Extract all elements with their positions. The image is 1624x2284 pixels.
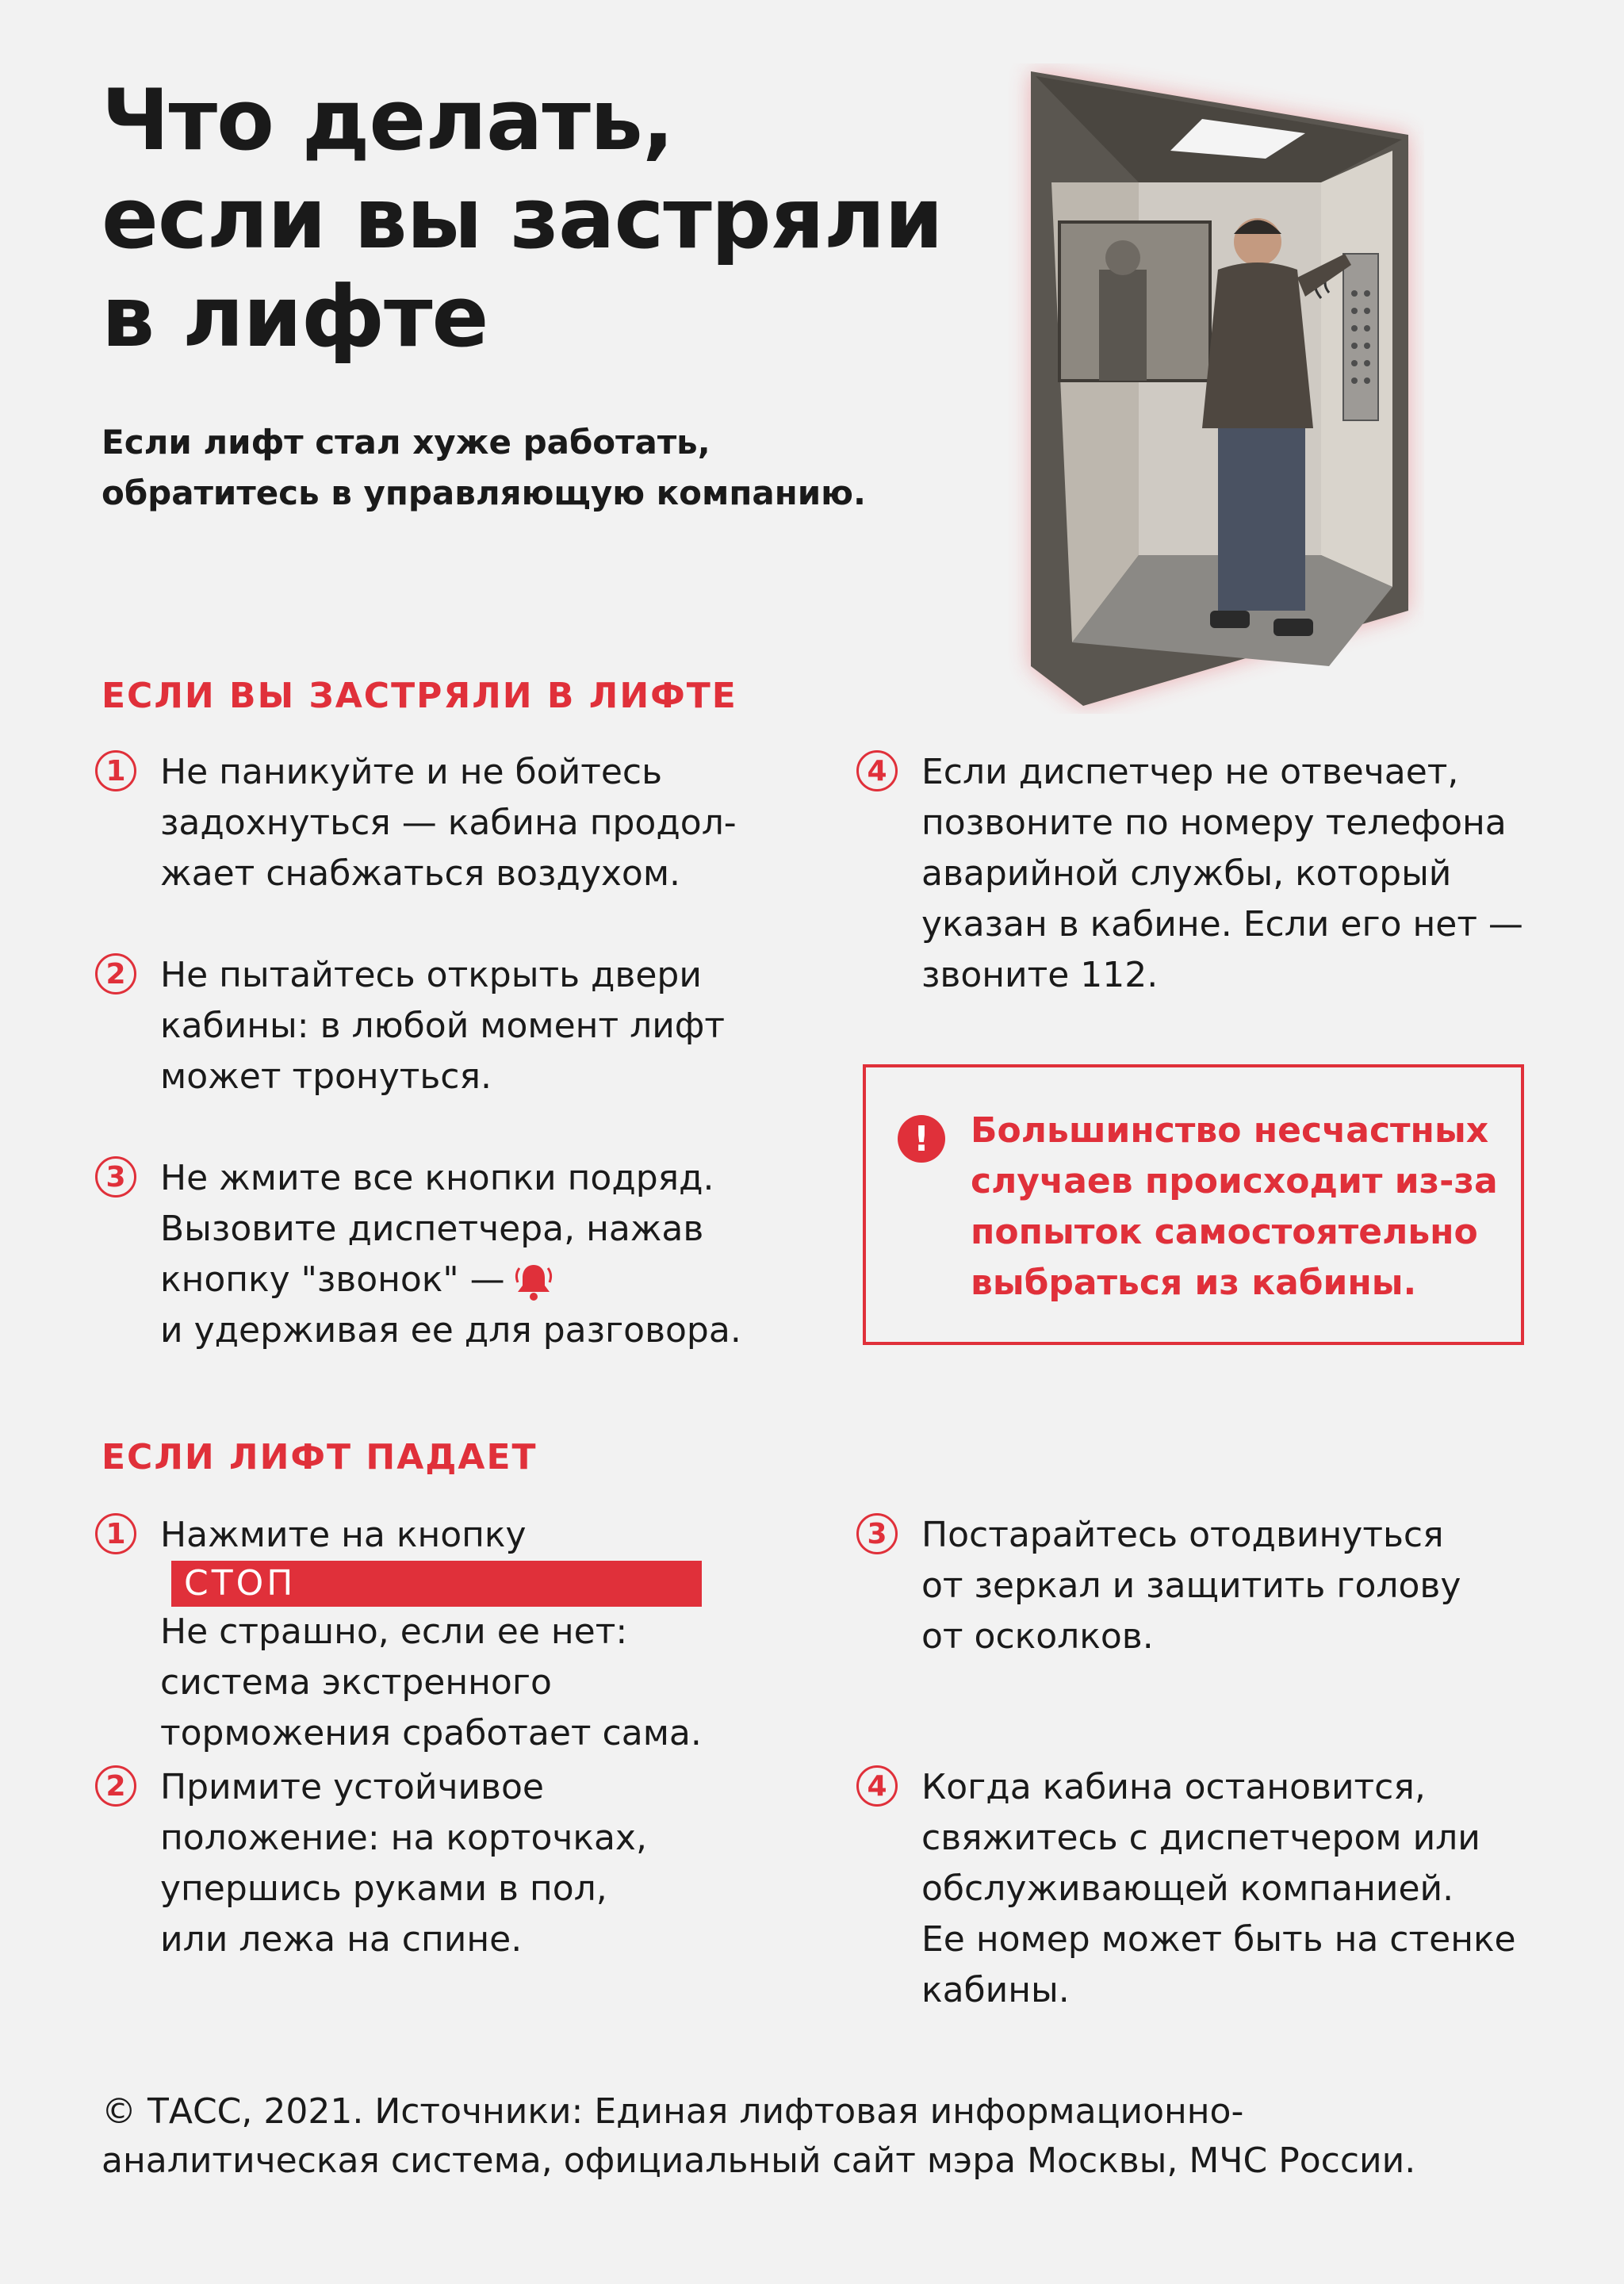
number-badge: 1 <box>95 750 136 791</box>
item-line: положение: на корточках, <box>160 1818 647 1858</box>
item-line: упершись руками в пол, <box>160 1868 607 1909</box>
item-line: или лежа на спине. <box>160 1919 523 1960</box>
section-heading-falling: ЕСЛИ ЛИФТ ПАДАЕТ <box>102 1437 538 1477</box>
warning-text <box>971 1106 1498 1309</box>
warning-line: случаев происходит из-за <box>971 1161 1498 1201</box>
item-line: Примите устойчивое <box>160 1767 544 1807</box>
item-line: жает снабжаться воздухом. <box>160 853 681 894</box>
item-line: и удерживая ее для разговора. <box>160 1310 741 1351</box>
item-line: позвоните по номеру телефона <box>921 803 1507 843</box>
item-line: обслуживающей компанией. <box>921 1868 1454 1909</box>
warning-box <box>863 1064 1524 1345</box>
item-line: Не паникуйте и не бойтесь <box>160 752 663 792</box>
item-line: Не страшно, если ее нет: <box>160 1611 628 1652</box>
warning-line: Большинство несчастных <box>971 1110 1489 1151</box>
bell-icon <box>515 1260 553 1303</box>
item-line-with-stop <box>160 1510 702 1607</box>
item-line-with-bell <box>160 1255 741 1305</box>
item-line: от зеркал и защитить голову <box>921 1565 1461 1606</box>
elevator-illustration <box>980 63 1424 714</box>
subtitle-line-2: обратитесь в управляющую компанию. <box>102 473 866 512</box>
item-line: свяжитесь с диспетчером или <box>921 1818 1480 1858</box>
item-line: Не пытайтесь открыть двери <box>160 955 702 995</box>
item-line: от осколков. <box>921 1616 1154 1657</box>
item-line: Вызовите диспетчера, нажав <box>160 1209 704 1249</box>
subtitle-line-1: Если лифт стал хуже работать, <box>102 423 710 462</box>
number-badge: 4 <box>856 750 898 791</box>
item-line: Когда кабина остановится, <box>921 1767 1426 1807</box>
item-line: может тронуться. <box>160 1056 492 1097</box>
number-badge: 4 <box>856 1765 898 1807</box>
item-line: Нажмите на кнопку <box>160 1515 527 1555</box>
item-line: торможения сработает сама. <box>160 1713 702 1753</box>
footer-line: © ТАСС, 2021. Источники: Единая лифтовая информационно- <box>102 2091 1244 2132</box>
warning-line: попыток самостоятельно <box>971 1212 1478 1252</box>
footer-line: аналитическая система, официальный сайт мэра Москвы, МЧС России. <box>102 2140 1416 2181</box>
warning-line: выбраться из кабины. <box>971 1263 1417 1303</box>
stop-badge: СТОП <box>171 1561 702 1607</box>
item-line: аварийной службы, который <box>921 853 1452 894</box>
title-line-2: если вы застряли <box>102 170 943 267</box>
item-line: кнопку "звонок" — <box>160 1259 505 1300</box>
item-line: Если диспетчер не отвечает, <box>921 752 1459 792</box>
item-line: кабины: в любой момент лифт <box>160 1006 726 1046</box>
number-badge: 2 <box>95 953 136 994</box>
title-line-3: в лифте <box>102 268 488 366</box>
number-badge: 3 <box>95 1156 136 1198</box>
item-line: указан в кабине. Если его нет — <box>921 904 1523 945</box>
section-heading-stuck: ЕСЛИ ВЫ ЗАСТРЯЛИ В ЛИФТЕ <box>102 676 737 716</box>
number-badge: 2 <box>95 1765 136 1807</box>
warning-icon: ! <box>898 1115 945 1163</box>
item-line: Постарайтесь отодвинуться <box>921 1515 1444 1555</box>
item-line: Ее номер может быть на стенке <box>921 1919 1516 1960</box>
number-badge: 1 <box>95 1513 136 1554</box>
subtitle <box>102 417 894 519</box>
item-line: кабины. <box>921 1970 1070 2010</box>
page-title <box>102 71 974 366</box>
item-line: Не жмите все кнопки подряд. <box>160 1158 714 1198</box>
source-footer <box>102 2087 1529 2186</box>
item-line: система экстренного <box>160 1662 552 1703</box>
number-badge: 3 <box>856 1513 898 1554</box>
item-line: звоните 112. <box>921 955 1159 995</box>
item-line: задохнуться — кабина продол- <box>160 803 737 843</box>
title-line-1: Что делать, <box>102 71 674 169</box>
